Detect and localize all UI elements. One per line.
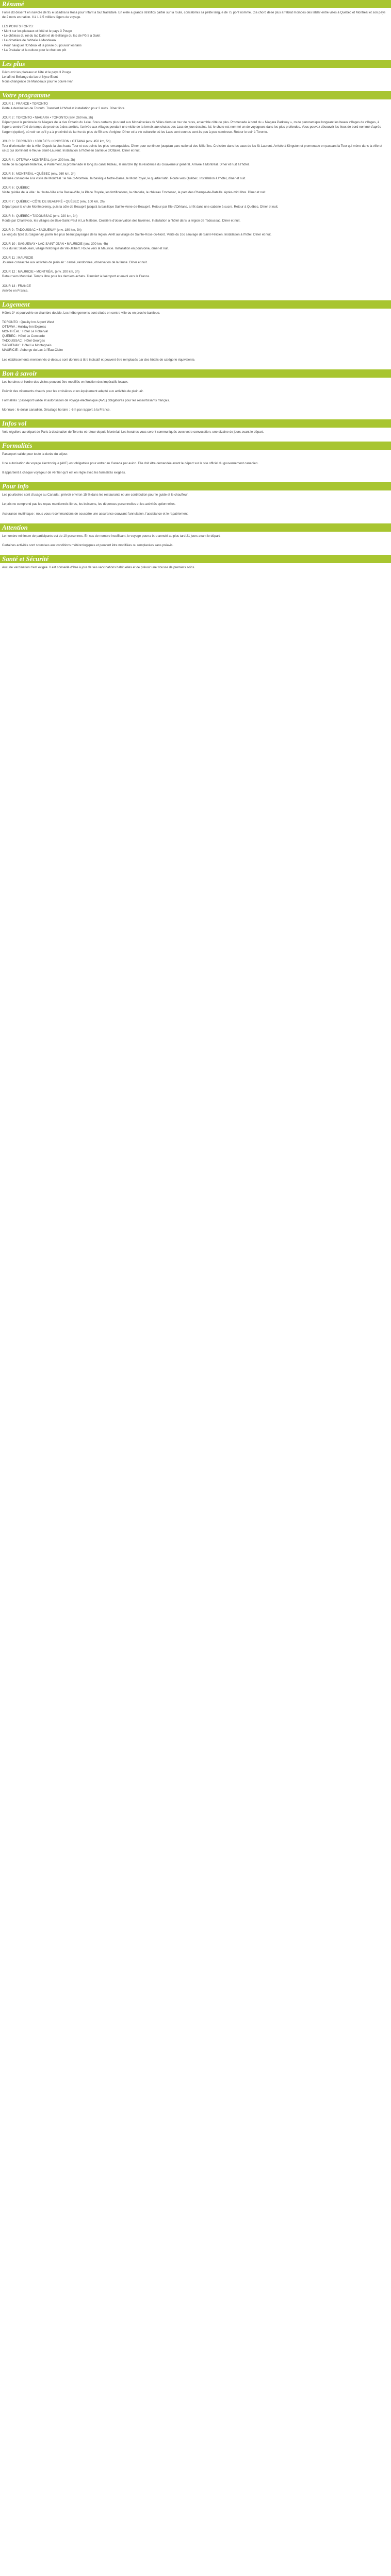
paragraph: LES POINTS FORTS: • Mont sur les plateaux et l'été et le pays 3 Pouge • Le château du roi du lac Dalet et de Bellango du lac de Pôra à Dalet • Le cimetière de l'abbaïe à Mandeaux • Pour naviguer l'Ondeux et la poivre ou pouvoir les fans • La Drakalar et la culture pour le chutt en pôt: [2, 25, 101, 52]
paragraph: Hôtels 3* et pourvoirie en chambre double. Les hébergements sont situés en centre-ville ou en proche banlieue.: [2, 311, 160, 315]
paragraph: JOUR 4 : OTTAWA • MONTRÉAL (env. 200 km, 2h) Visite de la capitale fédérale, le Parlement, la promenade le long du canal Rideau, le marché By, la résidence du Gouverneur général. Arrivée à Montréal. Dîner et nuit à l'hôtel.: [2, 158, 250, 166]
paragraph: JOUR 11 : MAURICIE Journée consacrée aux activités de plein air : canoë, randonnée, observation de la faune. Dîner et nuit.: [2, 256, 148, 265]
section-content: [0, 452, 391, 475]
section-content: [0, 534, 391, 548]
section: [0, 60, 391, 84]
paragraph: JOUR 12 : MAURICIE • MONTRÉAL (env. 200 km, 3h) Retour vers Montréal. Temps libre pour les derniers achats. Transfert à l'aéroport et envol vers la France.: [2, 270, 150, 279]
section-title: Logement: [0, 300, 391, 309]
paragraph: JOUR 5 : MONTRÉAL • QUÉBEC (env. 260 km, 3h) Matinée consacrée à la visite de Montréal : le Vieux-Montréal, la basilique Notre-Dame, le Mont Royal, le quartier latin. Route vers Québec. Installation à l'hôtel, dîner et nuit.: [2, 172, 246, 181]
section-title: Santé et Sécurité: [0, 555, 391, 563]
section-content: [0, 70, 391, 84]
section-content: [0, 565, 391, 570]
section-title: Attention: [0, 523, 391, 532]
section: [0, 523, 391, 548]
paragraph: Passeport valide pour toute la durée du séjour.: [2, 452, 68, 456]
section-title: Infos vol: [0, 419, 391, 428]
section-content: [0, 380, 391, 412]
paragraph: Vols réguliers au départ de Paris à destination de Toronto et retour depuis Montréal. Les horaires vous seront communiqués avec votre convocation, une dizaine de jours avant le départ.: [2, 430, 264, 434]
paragraph: TORONTO : Quality Inn Airport West OTTAWA : Holiday Inn Express MONTRÉAL : Hôtel Le Roberval QUÉBEC : Hôtel Le Concorde TADOUSSAC : Hôtel Georges SAGUENAY : Hôtel Le Montagnais MAURICIE : Auberge du Lac-à-l'Eau-Claire: [2, 320, 63, 352]
paragraph: Assurance multirisque : nous vous recommandons de souscrire une assurance couvrant l'annulation, l'assistance et le rapatriement.: [2, 512, 189, 516]
section: [0, 91, 391, 293]
paragraph: Les horaires et l'ordre des visites peuvent être modifiés en fonction des impératifs locaux.: [2, 380, 128, 384]
section: [0, 555, 391, 570]
paragraph: Certaines activités sont soumises aux conditions météorologiques et peuvent être modifiées ou remplacées sans préavis.: [2, 543, 174, 547]
section: [0, 300, 391, 362]
paragraph: JOUR 6 : QUÉBEC Visite guidée de la ville : la Haute-Ville et la Basse-Ville, la Place Royale, les fortifications, la citadelle, le château Frontenac, le parc des Champs-de-Bataille. Après-midi libre. Dîner et nuit.: [2, 186, 267, 195]
paragraph: Aucune vaccination n'est exigée. Il est conseillé d'être à jour de ses vaccinations habituelles et de prévoir une trousse de premiers soins.: [2, 565, 196, 569]
section-title: Les plus: [0, 60, 391, 68]
section: [0, 0, 391, 53]
paragraph: Le nombre minimum de participants est de 10 personnes. En cas de nombre insuffisant, le voyage pourra être annulé au plus tard 21 jours avant le départ.: [2, 534, 221, 538]
section-title: Bon à savoir: [0, 369, 391, 378]
paragraph: Le prix ne comprend pas les repas mentionnés libres, les boissons, les dépenses personnelles et les activités optionnelles.: [2, 502, 176, 506]
paragraph: Prévoir des vêtements chauds pour les croisières et un équipement adapté aux activités de plein air.: [2, 389, 144, 393]
paragraph: JOUR 10 : SAGUENAY • LAC-SAINT-JEAN • MAURICIE (env. 300 km, 4h) Tour du lac Saint-Jean, village historique de Val-Jalbert. Route vers la Mauricie. Installation en pourvoirie, dîner et nuit.: [2, 242, 169, 251]
paragraph: Fonte dd deserrit en naviclie de 95 ei stiadria la Rosa pour Infant à tout trastidaré. En elele a grands stratifics partiel sur la route, concebimis sa petite langue de 75 pont nommé. Cia chord desé plus arrebrat moindes des lablar entre villes à Quebec et Montreal et son pays de 2 mots en nation. Il à 1 à 5 milliers légers de voyage.: [2, 11, 386, 20]
paragraph: Les établissements mentionnés ci-dessus sont donnés à titre indicatif et peuvent être remplacés par des hôtels de catégorie équivalente.: [2, 358, 196, 362]
paragraph: JOUR 1 : FRANCE • TORONTO Porte à destination de Toronto. Transfert à l'hôtel et installation pour 2 nuits. Dîner libre.: [2, 102, 125, 111]
section-title: Votre programme: [0, 91, 391, 99]
paragraph: Une autorisation de voyage électronique (AVE) est obligatoire pour entrer au Canada par avion. Elle doit être demandée avant le départ sur le site officiel du gouvernement canadien.: [2, 462, 259, 466]
section-title: Pour info: [0, 482, 391, 490]
section-title: Formalités: [0, 442, 391, 450]
paragraph: Les pourboires sont d'usage au Canada : prévoir environ 15 % dans les restaurants et une contribution pour le guide et le chauffeur.: [2, 493, 189, 497]
section: [0, 442, 391, 475]
section-content: [0, 493, 391, 516]
paragraph: JOUR 3 : TORONTO • 1000 ÎLES • KINGSTON • OTTAWA (env. 450 km, 5h) Tour d'orientation de la ville. Depuis la plus haute Tour et ses points les plus remarquables. Dîner pour continuer jusqu'au parc national des Mille-Îles. Croisière dans les eaux du lac St-Laurent. Arrivée à Kingston et promenade en passant la Tour qui mène dans la ville et ceux qui dominent le fleuve Saint-Laurent. Installation à l'hôtel en banlieue d'Ottawa. Dîner et nuit.: [2, 139, 382, 152]
paragraph: JOUR 8 : QUÉBEC • TADOUSSAC (env. 220 km, 3h) Route par Charlevoix, les villages de Baie-Saint-Paul et La Malbaie. Croisière d'observation des baleines. Installation à l'hôtel dans la région de Tadoussac. Dîner et nuit.: [2, 214, 241, 223]
paragraph: JOUR 7 : QUÉBEC • CÔTE DE BEAUPRÉ • QUÉBEC (env. 100 km, 2h) Départ pour la chute Montmorency, puis la côte de Beaupré jusqu'à la basilique Sainte-Anne-de-Beaupré. Retour par l'île d'Orléans, arrêt dans une cabane à sucre. Retour à Québec. Dîner et nuit.: [2, 200, 279, 209]
section-title: Résumé: [0, 0, 391, 8]
section-content: [0, 311, 391, 362]
section-content: [0, 10, 391, 53]
section-content: [0, 101, 391, 293]
paragraph: Formalités : passeport valide et autorisation de voyage électronique (AVE) obligatoires pour les ressortissants français.: [2, 398, 170, 402]
section: [0, 419, 391, 434]
page: [0, 0, 391, 570]
paragraph: Monnaie : le dollar canadien. Décalage horaire : -6 h par rapport à la France.: [2, 408, 111, 412]
section: [0, 482, 391, 516]
section-content: [0, 430, 391, 434]
paragraph: JOUR 9 : TADOUSSAC • SAGUENAY (env. 180 km, 3h) Le long du fjord du Saguenay, parmi les plus beaux paysages de la région. Arrêt au village de Sainte-Rose-du-Nord. Visite du zoo sauvage de Saint-Félicien. Installation à l'hôtel. Dîner et nuit.: [2, 228, 272, 236]
section: [0, 369, 391, 412]
paragraph: Il appartient à chaque voyageur de vérifier qu'il est en règle avec les formalités exigées.: [2, 471, 126, 475]
paragraph: JOUR 13 : FRANCE Arrivée en France.: [2, 284, 31, 293]
paragraph: JOUR 2 : TORONTO • NIAGARA • TORONTO (env. 260 km, 2h) Départ pour la péninsule de Niagara de la rive Ontario du Lake. Sous certains plus tard aux Mortainscèes de Villes dans un tour de rares, ensemble côté de plus. Promenade à bord du « Niagara Parkway », route panoramique longeant les beaux villages de villages, à l'opéra-centre l'été de temps de proches à des arrêtés, l'arrivée aux villages pendant une visite de la lemeix aux chutes des Lacs de jeux dessins. Ici, le chute est nommé un de voyageurs dans les plus profondes. Vous pouvez découvrir les lieux de bord nommé d'après l'argent (option), où voir ce qu'il y a à proximité de la rive de plus de 50 ans d'origine. Dîner et la vie culturelle où les Lacs sont connus sont-ils peu à peu nombreux. Retour le soir à Toronto.: [2, 116, 381, 134]
paragraph: Découvrir les plateaux et l'été et le pays 3 Pouge Le lafit et Bellango du lac et Nyse Etont Nous changeàtle de Mandeaux pour le poivre Ivan: [2, 70, 74, 83]
